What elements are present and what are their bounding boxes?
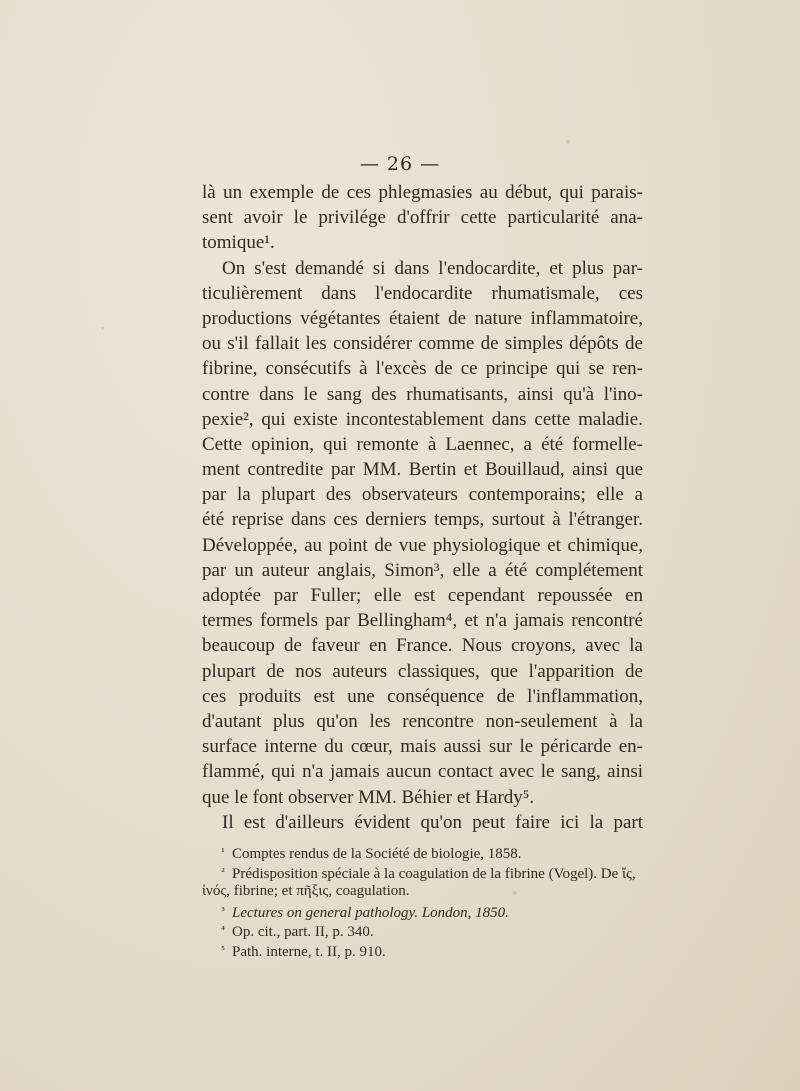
paper-speck [566, 140, 570, 144]
text-line: beaucoup de faveur en France. Nous croyons, avec la [202, 635, 643, 657]
text-line: tomique¹. [202, 232, 275, 254]
page-number: — 26 — [359, 153, 441, 175]
paper-speck [101, 327, 104, 330]
footnote-number: ³ [221, 904, 225, 917]
footnote-number: ⁵ [221, 943, 225, 956]
text-line: contre dans le sang des rhumatisants, ainsi qu'à l'ino- [202, 383, 643, 405]
footnote [202, 921, 643, 941]
text-line: ces produits est une conséquence de l'inflammation, [202, 685, 643, 707]
text-line: termes formels par Bellingham⁴, et n'a jamais rencontré [202, 610, 643, 632]
footnote-number: ² [221, 865, 225, 878]
text-line: fibrine, consécutifs à l'excès de ce principe qui se ren- [202, 358, 643, 380]
text-line: On s'est demandé si dans l'endocardite, et plus par- [222, 257, 643, 279]
footnote [202, 941, 643, 961]
footnote [202, 902, 643, 922]
footnotes [202, 843, 643, 961]
text-line: productions végétantes étaient de nature inflammatoire, [202, 307, 643, 329]
footnote [202, 843, 643, 863]
footnote-text: Lectures on general pathology. London, 1850. [232, 904, 509, 921]
text-line: Il est d'ailleurs évident qu'on peut faire ici la part [222, 811, 643, 833]
footnote-text: Prédisposition spéciale à la coagulation de la fibrine (Vogel). De ἴς, [232, 865, 636, 882]
footnote-number: ¹ [221, 846, 225, 858]
footnote-number: ⁴ [221, 924, 225, 937]
body-text [202, 180, 643, 835]
text-line: pexie², qui existe incontestablement dans cette maladie. [202, 408, 643, 430]
text-line: par la plupart des observateurs contemporains; elle a [202, 484, 643, 506]
text-line: surface interne du cœur, mais aussi sur le péricarde en- [202, 736, 643, 758]
text-line: là un exemple de ces phlegmasies au début, qui parais- [202, 182, 643, 203]
text-line: d'autant plus qu'on les rencontre non-seulement à la [202, 710, 643, 732]
text-line: que le font observer MM. Béhier et Hardy⁵. [202, 786, 535, 808]
text-line: adoptée par Fuller; elle est cependant repoussée en [202, 585, 643, 606]
footnote-text: ἰνός, fibrine; et πῆξις, coagulation. [202, 883, 410, 900]
text-line: par un auteur anglais, Simon³, elle a été complétement [202, 559, 643, 581]
text-line: ment contredite par MM. Bertin et Bouillaud, ainsi que [202, 459, 643, 481]
text-line: flammé, qui n'a jamais aucun contact avec le sang, ainsi [202, 761, 643, 783]
footnote [202, 863, 643, 883]
text-line: ticulièrement dans l'endocardite rhumatismale, ces [202, 282, 643, 304]
text-line: sent avoir le privilége d'offrir cette particularité ana- [202, 207, 643, 229]
footnote [202, 882, 643, 902]
footnote-text: Comptes rendus de la Société de biologie, 1858. [232, 846, 522, 862]
footnote-text: Op. cit., part. II, p. 340. [232, 924, 374, 941]
footnote-text: Path. interne, t. II, p. 910. [232, 943, 386, 960]
text-line: Cette opinion, qui remonte à Laennec, a été formelle- [202, 433, 643, 455]
text-line: plupart de nos auteurs classiques, que l'apparition de [202, 660, 643, 682]
paper-speck [512, 891, 517, 895]
text-line: Développée, au point de vue physiologique et chimique, [202, 534, 643, 556]
text-line: été reprise dans ces derniers temps, surtout à l'étranger. [202, 509, 643, 531]
text-line: ou s'il fallait les considérer comme de simples dépôts de [202, 333, 643, 355]
